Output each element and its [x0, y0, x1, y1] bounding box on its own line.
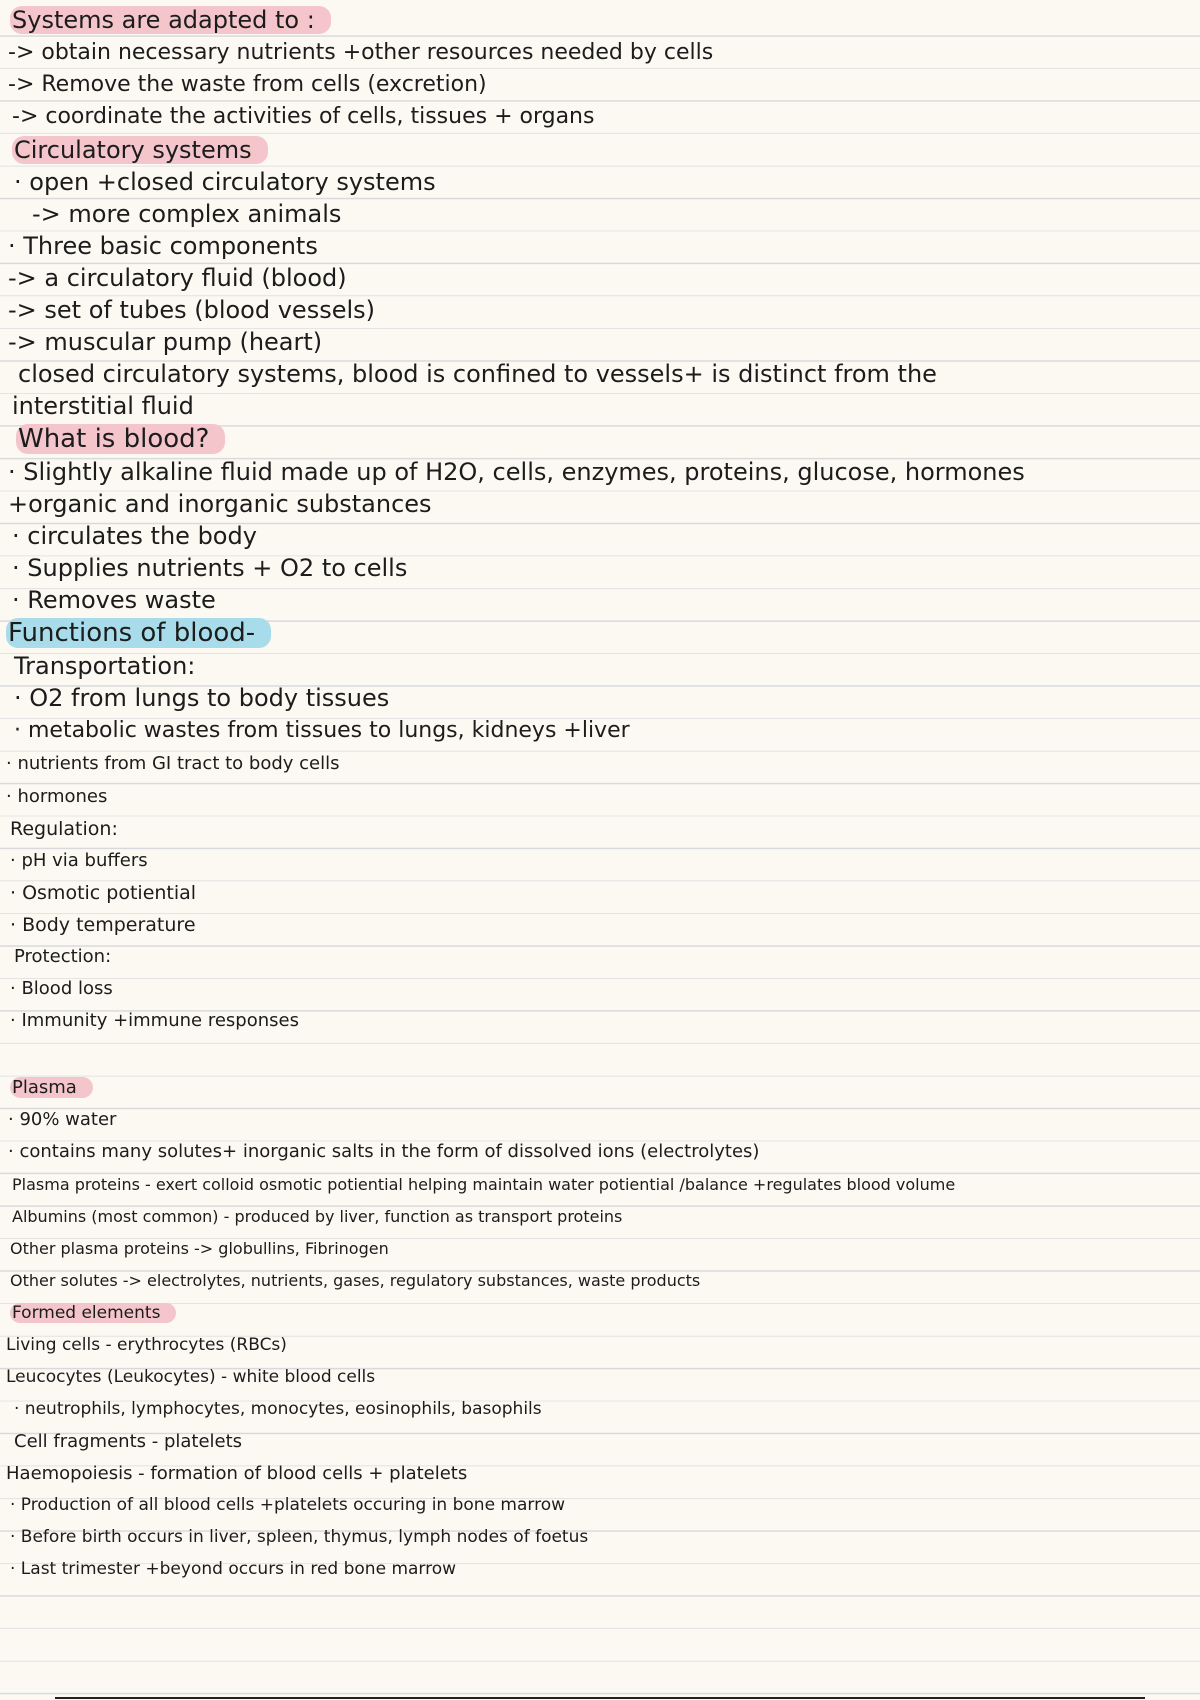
note-line: -> muscular pump (heart) — [8, 328, 323, 356]
note-line: · contains many solutes+ inorganic salts in the form of dissolved ions (electrolytes) — [8, 1141, 760, 1162]
note-line: +organic and inorganic substances — [8, 490, 432, 518]
note-line: -> Remove the waste from cells (excretion) — [8, 72, 487, 97]
note-line: -> coordinate the activities of cells, tissues + organs — [12, 104, 595, 129]
heading-highlight: Formed elements — [10, 1303, 176, 1323]
heading-highlight: Functions of blood- — [6, 618, 271, 648]
note-line: · Osmotic potiential — [10, 882, 197, 904]
note-line: Plasma proteins - exert colloid osmotic potiential helping maintain water potiential /balance +regulates blood volume — [12, 1175, 956, 1194]
note-line: · hormones — [6, 786, 108, 807]
note-line: · circulates the body — [12, 522, 257, 550]
note-line: · O2 from lungs to body tissues — [14, 684, 390, 712]
note-line — [10, 1077, 93, 1099]
note-line: · Before birth occurs in liver, spleen, thymus, lymph nodes of foetus — [10, 1527, 589, 1547]
note-line — [12, 136, 268, 165]
note-line: interstitial fluid — [12, 392, 194, 420]
note-line: -> obtain necessary nutrients +other resources needed by cells — [8, 40, 714, 65]
heading-highlight: Systems are adapted to : — [10, 6, 331, 34]
note-line: -> a circulatory fluid (blood) — [8, 264, 347, 292]
note-line: Leucocytes (Leukocytes) - white blood cells — [6, 1367, 376, 1387]
note-line: · pH via buffers — [10, 850, 148, 871]
note-line: · 90% water — [8, 1109, 117, 1130]
note-line: Protection: — [14, 946, 112, 967]
note-line — [10, 6, 331, 35]
note-line: · Last trimester +beyond occurs in red bone marrow — [10, 1559, 457, 1579]
note-line: Cell fragments - platelets — [14, 1431, 243, 1452]
heading-highlight: Circulatory systems — [12, 136, 268, 164]
note-line: · Removes waste — [12, 586, 216, 614]
note-line — [6, 618, 271, 649]
note-line: · neutrophils, lymphocytes, monocytes, eosinophils, basophils — [14, 1399, 542, 1419]
note-line: · Slightly alkaline fluid made up of H2O, cells, enzymes, proteins, glucose, hormones — [8, 458, 1025, 486]
note-line: · Production of all blood cells +platelets occuring in bone marrow — [10, 1495, 566, 1515]
heading-highlight: Plasma — [10, 1077, 93, 1098]
note-line: Transportation: — [14, 652, 196, 680]
note-line: · metabolic wastes from tissues to lungs, kidneys +liver — [14, 718, 630, 743]
note-line: Regulation: — [10, 818, 118, 840]
note-line: · Body temperature — [10, 914, 196, 936]
note-line: · Immunity +immune responses — [10, 1010, 299, 1031]
note-line: -> more complex animals — [32, 200, 342, 228]
note-line: Haemopoiesis - formation of blood cells + platelets — [6, 1463, 468, 1484]
note-line: · Three basic components — [8, 232, 318, 260]
note-line: Other solutes -> electrolytes, nutrients, gases, regulatory substances, waste products — [10, 1271, 701, 1290]
note-line: Living cells - erythrocytes (RBCs) — [6, 1335, 287, 1355]
heading-highlight: What is blood? — [16, 424, 225, 454]
note-line: · Supplies nutrients + O2 to cells — [12, 554, 408, 582]
note-line: closed circulatory systems, blood is confined to vessels+ is distinct from the — [18, 360, 937, 388]
note-line: · Blood loss — [10, 978, 113, 999]
note-line: · open +closed circulatory systems — [14, 168, 436, 196]
note-line: -> set of tubes (blood vessels) — [8, 296, 375, 324]
note-line: Other plasma proteins -> globullins, Fibrinogen — [10, 1239, 389, 1258]
bottom-rule — [55, 1697, 1145, 1699]
note-line: Albumins (most common) - produced by liver, function as transport proteins — [12, 1207, 623, 1226]
note-line — [10, 1303, 176, 1323]
note-line: · nutrients from GI tract to body cells — [6, 753, 340, 774]
note-line — [16, 424, 225, 455]
